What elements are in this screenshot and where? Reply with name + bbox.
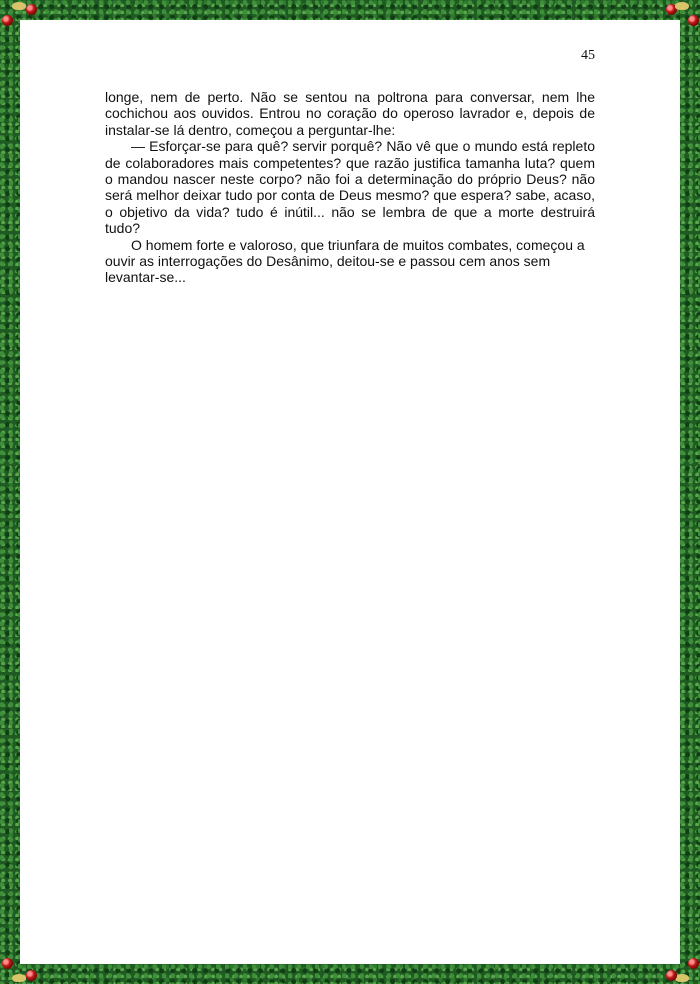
ornament-icon-top-right [666, 0, 700, 26]
paragraph-2-dialogue: — Esforçar-se para quê? servir porquê? Não vê que o mundo está repleto de colaboradores mais competentes? que razão justifica tamanha luta? quem o mandou nascer neste corpo? não foi a determinação do próprio Deus? não será melhor deixar tudo por conta de Deus mesmo? que espera? sabe, acaso, o objetivo da vida? tudo é inútil... não se lembra de que a morte destruirá tudo? [105, 138, 595, 237]
ornament-icon-bottom-right [666, 958, 700, 984]
garland-border-top [0, 0, 700, 20]
garland-border-left [0, 0, 20, 984]
paragraph-1: longe, nem de perto. Não se sentou na poltrona para conversar, nem lhe cochichou aos ouvidos. Entrou no coração do operoso lavrador e, depois de instalar-se lá dentro, começou a perguntar-lhe: [105, 89, 595, 138]
page-number: 45 [581, 48, 595, 63]
garland-border-bottom [0, 964, 700, 984]
garland-border-right [680, 0, 700, 984]
body-text [105, 89, 595, 286]
ornament-icon-bottom-left [0, 958, 34, 984]
ornament-icon-top-left [0, 0, 34, 26]
paragraph-3: O homem forte e valoroso, que triunfara de muitos combates, começou a ouvir as interrogações do Desânimo, deitou-se e passou cem anos sem levantar-se... [105, 236, 585, 286]
